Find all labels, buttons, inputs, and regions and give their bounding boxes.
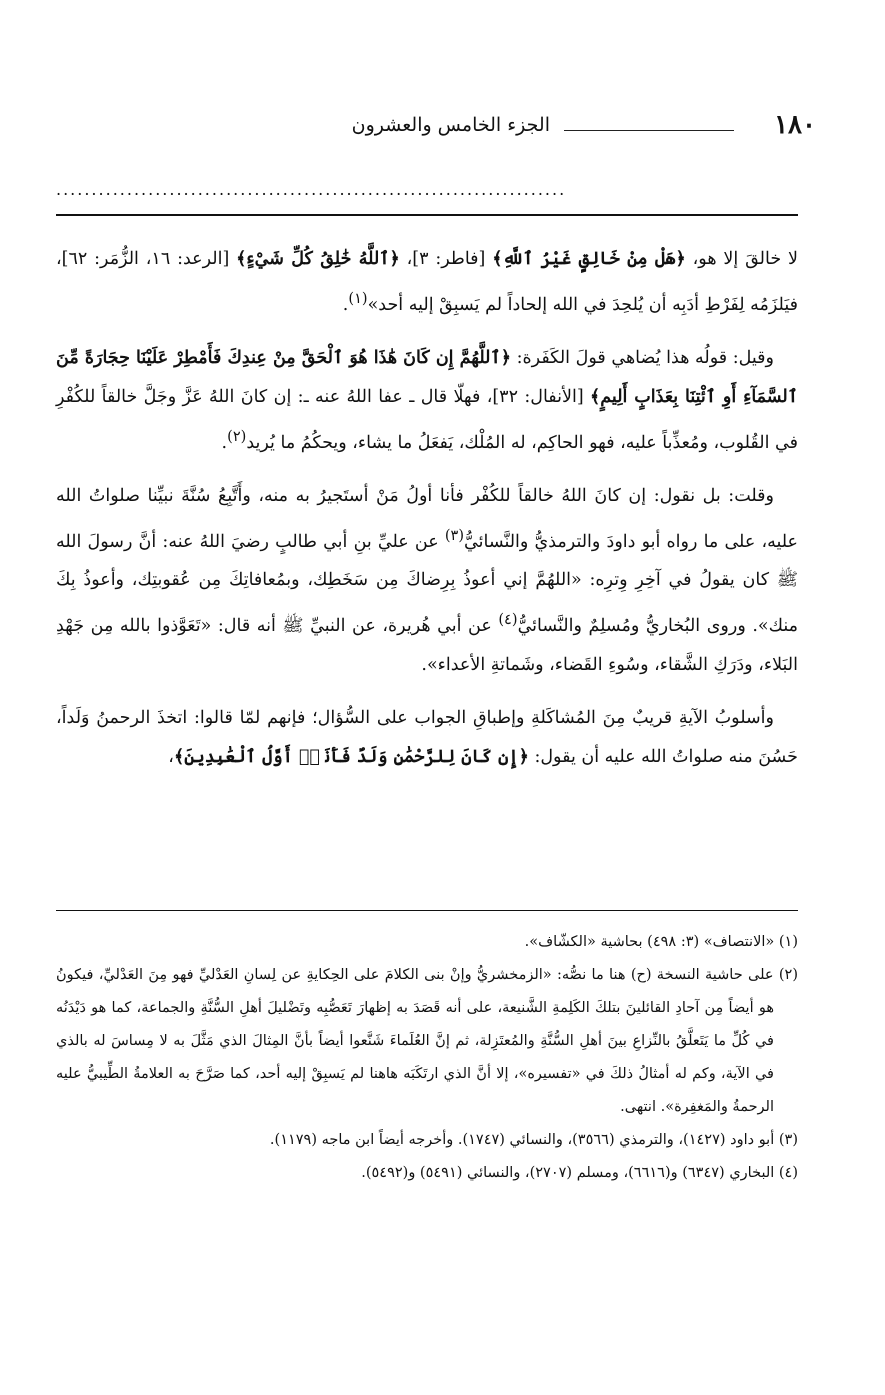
page-header [56, 110, 816, 150]
separator-dots: ........................................................................ [56, 180, 567, 199]
quran-verse: ﴿هَلْ مِنْ خَالِقٍ غَيْرُ ٱللَّهِ﴾ [492, 249, 686, 269]
text-run: وقلت: بل نقول: إن كانَ اللهُ خالقاً للكُفْر فأنا أولُ مَنْ أستَجيرُ به منه، وأَتَّبِعُ سُنَّةَ نبيِّنا صلواتُ الله عليه، على ما رواه أبو داودَ والترمذيُّ والنَّسائيُّ [56, 485, 798, 552]
footnote-rule [56, 910, 798, 911]
main-text [56, 240, 798, 791]
text-run: ، [168, 747, 174, 768]
text-run: لا خالقَ إلا هو، [685, 249, 798, 269]
quran-verse: ﴿ٱللَّهُ خَٰلِقُ كُلِّ شَيْءٍ﴾ [236, 249, 400, 269]
footnote-1: (١) «الانتصاف» (٣: ٤٩٨) بحاشية «الكشّاف». [524, 934, 798, 950]
part-title: الجزء الخامس والعشرون [351, 114, 550, 136]
text-run: [فاطر: ٣]، [399, 249, 493, 269]
paragraph-4 [56, 699, 798, 777]
top-rule [56, 214, 798, 216]
quran-verse: ﴿إِن كَانَ لِلرَّحْمَٰنِ وَلَدٌ فَأَنَا۠ أَوَّلُ ٱلْعَٰبِدِينَ﴾ [173, 747, 529, 768]
text-run: عن أبي هُريرة، عن النبيِّ ﷺ أنه قال: «تَعَوَّذوا بالله مِن جَهْدِ البَلاء، ودَرَكِ الشَّقاء، وسُوءِ القَضاء، وشَماتةِ الأعداء». [56, 616, 798, 676]
footnote-ref[interactable]: (٤) [498, 611, 518, 629]
footnote-4: (٤) البخاري (٦٣٤٧) و(٦٦١٦)، ومسلم (٢٧٠٧)، والنسائي (٥٤٩١) و(٥٤٩٢). [361, 1165, 798, 1181]
text-run: وأسلوبُ الآيةِ قريبٌ مِنَ المُشاكَلةِ وإطباقِ الجواب على السُّؤال؛ فإنهم لمّا قالوا: اتخذَ الرحمنُ وَلَداً، حَسُنَ منه صلواتُ الله عليه أن يقول: [56, 708, 798, 768]
paragraph-1 [56, 240, 798, 325]
footnote-2: (٢) على حاشية النسخة (ح) هنا ما نصُّه: «الزمخشريُّ وإنْ بنى الكلامَ على الحِكايةِ عن لِسانِ العَدْليِّ فهو مِنَ العَدْليِّ، فيكونُ هو أيضاً مِن آحادِ القائلينَ بتلكَ الكَلِمةِ الشَّنيعة، على أنه قَصَدَ به إظهارَ تَعَصُّبِه وتَضْليلَ أهلِ السُّنَّةِ والجماعة، كما هو دَيْدَنُه في كُلِّ ما يَتَعلَّقُ بالنِّزاعِ بينَ أهلِ السُّنَّةِ والمُعتَزِلة، ثم إنَّ العُلَماءَ شَنَّعوا أيضاً بأنَّ المِثالَ الذي مَثَّلَ به لا مِساسَ له بالذي في الآية، وكم له أمثالُ ذلكَ في «تفسيره»، إلا أنَّ الذي ارتَكَبَه هاهنا لم يَسبِقْ إليه أحد، كما صَرَّحَ به العلامةُ الطِّيبيُّ عليه الرحمةُ والمَغفِرة». انتهى. [56, 967, 798, 1115]
page-number: ١٨٠ [774, 110, 816, 140]
quran-verse: ﴿ٱللَّهُمَّ إِن كَانَ هَٰذَا هُوَ ٱلْحَقَّ مِنْ عِندِكَ فَأَمْطِرْ عَلَيْنَا حِجَارَةً مِّنَ ٱلسَّمَآءِ أَوِ ٱئْتِنَا بِعَذَابٍ أَلِيمٍ﴾ [56, 347, 798, 407]
footnote-ref[interactable]: (١) [348, 290, 368, 307]
text-run: [الأنفال: ٣٢]، فهلّا قال ـ عفا اللهُ عنه ـ: إن كانَ اللهُ عَزَّ وجَلَّ خالقاً للكُفْرِ في القُلوب، ومُعذِّباً عليه، فهو الحاكِم، له المُلْك، يَفعَلُ ما يشاء، ويحكُمُ ما يُريد [56, 386, 798, 453]
text-run: . [342, 294, 349, 315]
footnote-ref[interactable]: (٢) [227, 427, 247, 445]
text-run: وقيل: قولُه هذا يُضاهي قولَ الكَفَرة: [511, 347, 774, 368]
paragraph-3 [56, 477, 798, 686]
footnotes [56, 926, 798, 1190]
text-run: عن عليِّ بنِ أبي طالبٍ رضيَ اللهُ عنه: أنَّ رسولَ الله ﷺ كان يقولُ في آخِرِ وِترِه: «اللهُمَّ إني أعوذُ بِرِضاكَ مِن سَخَطِك، وبمُعافاتِكَ مِن عُقوبتِك، وأعوذُ بِكَ منك». وروى البُخاريُّ ومُسلِمٌ والنَّسائيُّ [56, 531, 798, 637]
paragraph-2 [56, 339, 798, 463]
footnote-ref[interactable]: (٣) [444, 526, 465, 544]
text-run: . [221, 432, 228, 453]
text-run: [الرعد: ١٦، الزُّمَر: ٦٢]، فيَلزَمُه لِفَرْطِ أدَبِه أن يُلحِدَ في الله إلحاداً لم يَسبِقْ إليه أحد» [56, 249, 798, 315]
header-rule [564, 130, 734, 131]
footnote-3: (٣) أبو داود (١٤٢٧)، والترمذي (٣٥٦٦)، والنسائي (١٧٤٧). وأخرجه أيضاً ابن ماجه (١١٧٩). [269, 1132, 798, 1148]
